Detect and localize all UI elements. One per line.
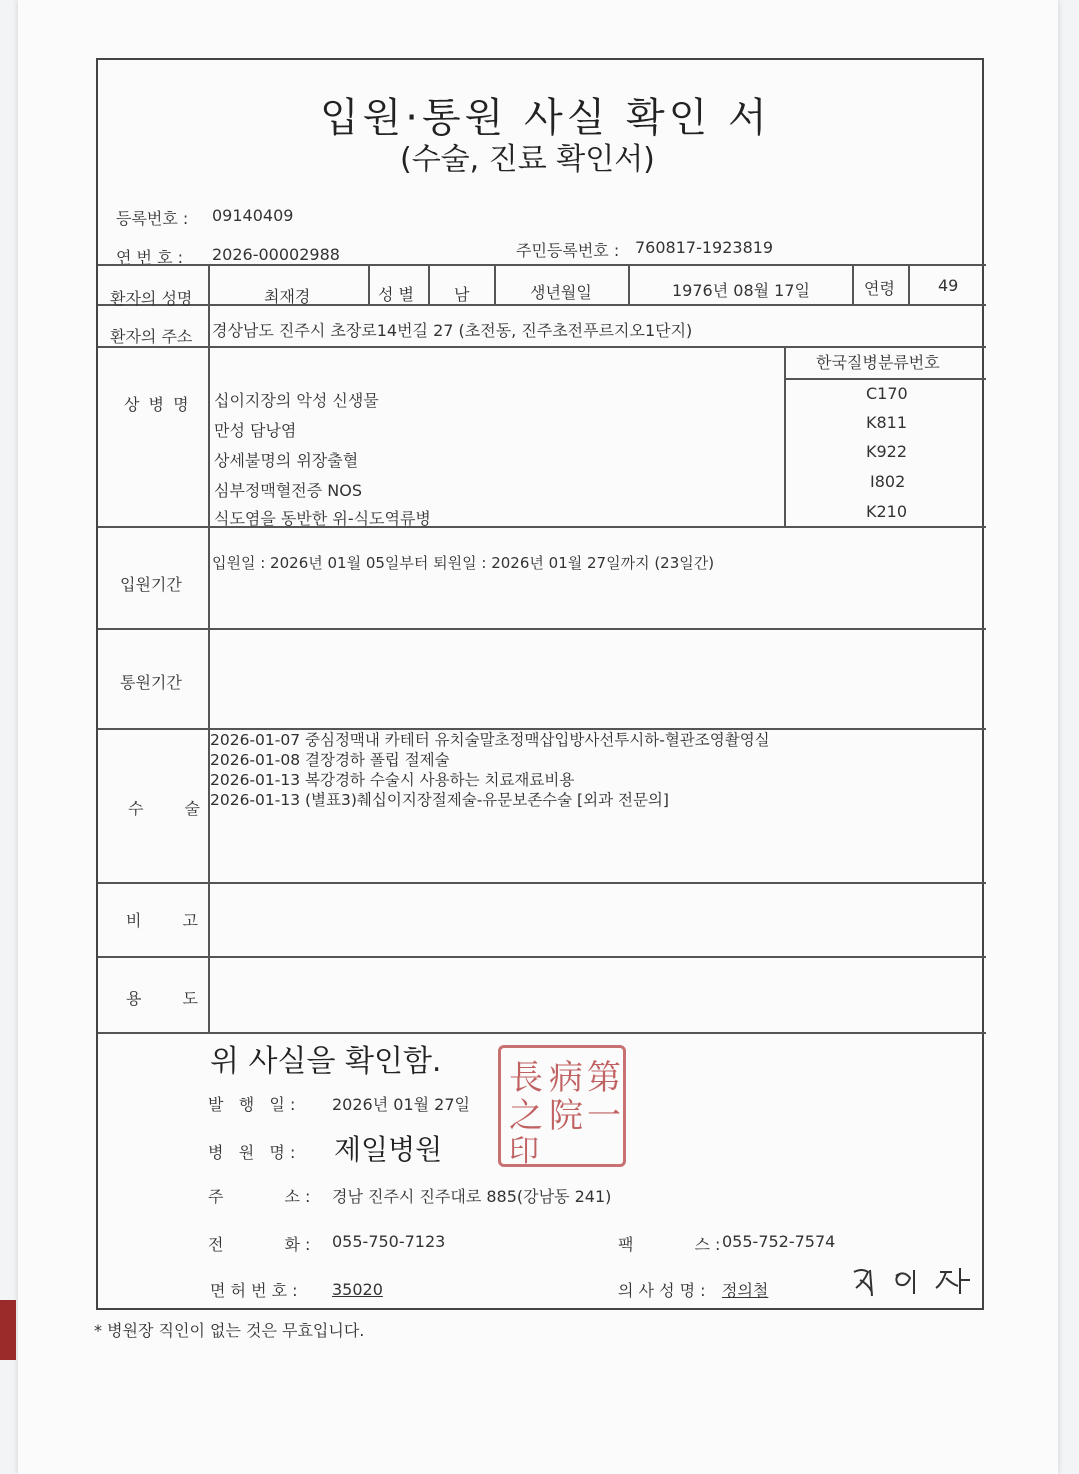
purpose-label: 용 도 [126,989,216,1008]
address-value: 경상남도 진주시 초장로14번길 27 (초전동, 진주초전푸르지오1단지) [212,321,693,340]
diagnosis-code: C170 [866,384,908,403]
diagnosis-code: K922 [866,442,908,461]
code-header: 한국질병분류번호 [816,353,940,372]
issue-date-value: 2026년 01월 27일 [332,1095,470,1114]
grid-line [98,628,986,630]
license-number: 35020 [332,1280,383,1299]
surgery-line: 2026-01-13 복강경하 수술시 사용하는 치료재료비용 [210,771,575,789]
diagnosis-code: K210 [866,502,908,521]
diagnosis-name: 상세불명의 위장출혈 [214,451,359,470]
age-label: 연령 [864,279,895,298]
doctor-name: 정의철 [722,1281,769,1300]
fax-label: 팩 스 : [618,1235,721,1254]
patient-name-label: 환자의 성명 [110,289,193,308]
surgery-line: 2026-01-13 (별표3)췌십이지장절제술-유문보존수술 [외과 전문의] [210,791,669,809]
grid-line [784,378,986,380]
address-label: 환자의 주소 [110,327,193,346]
fax-value: 055-752-7574 [722,1232,836,1251]
confirmation-statement: 위 사실을 확인함. [210,1044,442,1079]
license-label: 면 허 번 호 : [210,1281,298,1300]
surgery-line: 2026-01-07 중심정맥내 카테터 유치술말초정맥삽입방사선투시하-혈관조영촬영실 [210,731,770,749]
birth-label: 생년월일 [530,283,592,302]
phone-label: 전 화 : [208,1235,311,1254]
outpatient-label: 통원기간 [120,673,182,692]
resident-id-label: 주민등록번호 : [516,241,620,260]
diagnosis-name: 심부정맥혈전증 NOS [214,481,362,500]
grid-line [98,882,986,884]
surgery-label: 수 술 [128,799,218,818]
hospital-address-label: 주 소 : [208,1187,311,1206]
grid-line [98,1032,986,1034]
grid-line [852,264,854,304]
diagnosis-name: 만성 담낭염 [214,421,297,440]
surgery-line: 2026-01-08 결장경하 폴립 절제술 [210,751,450,769]
sex-label: 성 별 [378,285,414,304]
age-value: 49 [938,276,959,295]
issue-date-label: 발 행 일 : [208,1095,296,1114]
hospital-name: 제일병원 [334,1133,443,1166]
doctor-label: 의 사 성 명 : [618,1281,706,1300]
grid-line [428,264,430,304]
doctor-signature [848,1262,978,1302]
hospital-seal: 長 病 第 之 院 一 印 [498,1045,626,1167]
serial-value: 2026-00002988 [212,245,340,264]
serial-label: 연 번 호 : [116,248,184,267]
grid-line [98,304,986,306]
hospital-label: 병 원 명 : [208,1143,296,1162]
grid-line [494,264,496,304]
patient-name: 최재경 [264,287,311,306]
diagnosis-name: 십이지장의 악성 신생물 [214,391,379,410]
registration-value: 09140409 [212,206,294,225]
sex-value: 남 [454,285,470,304]
grid-line [784,346,786,526]
remarks-label: 비 고 [126,911,216,930]
resident-id-value: 760817-1923819 [635,238,774,257]
grid-line [98,956,986,958]
grid-line [98,346,986,348]
grid-line [368,264,370,304]
phone-value: 055-750-7123 [332,1232,446,1251]
footnote: * 병원장 직인이 없는 것은 무효입니다. [94,1321,365,1340]
document-subtitle: (수술, 진료 확인서) [400,142,655,177]
diagnosis-name: 식도염을 동반한 위-식도역류병 [214,509,431,528]
admission-period: 입원일 : 2026년 01월 05일부터 퇴원일 : 2026년 01월 27일까지 (23일간) [212,554,715,572]
grid-line [628,264,630,304]
hospital-address-value: 경남 진주시 진주대로 885(강남동 241) [332,1187,612,1206]
background-edge [0,1300,16,1360]
admission-label: 입원기간 [120,575,182,594]
diagnosis-code: K811 [866,413,908,432]
diagnosis-code: I802 [870,472,906,491]
birth-value: 1976년 08월 17일 [672,281,810,300]
diagnosis-label: 상 병 명 [124,395,191,414]
registration-label: 등록번호 : [116,209,189,228]
grid-line [908,264,910,304]
document-title: 입원·통원 사실 확인 서 [320,95,771,141]
